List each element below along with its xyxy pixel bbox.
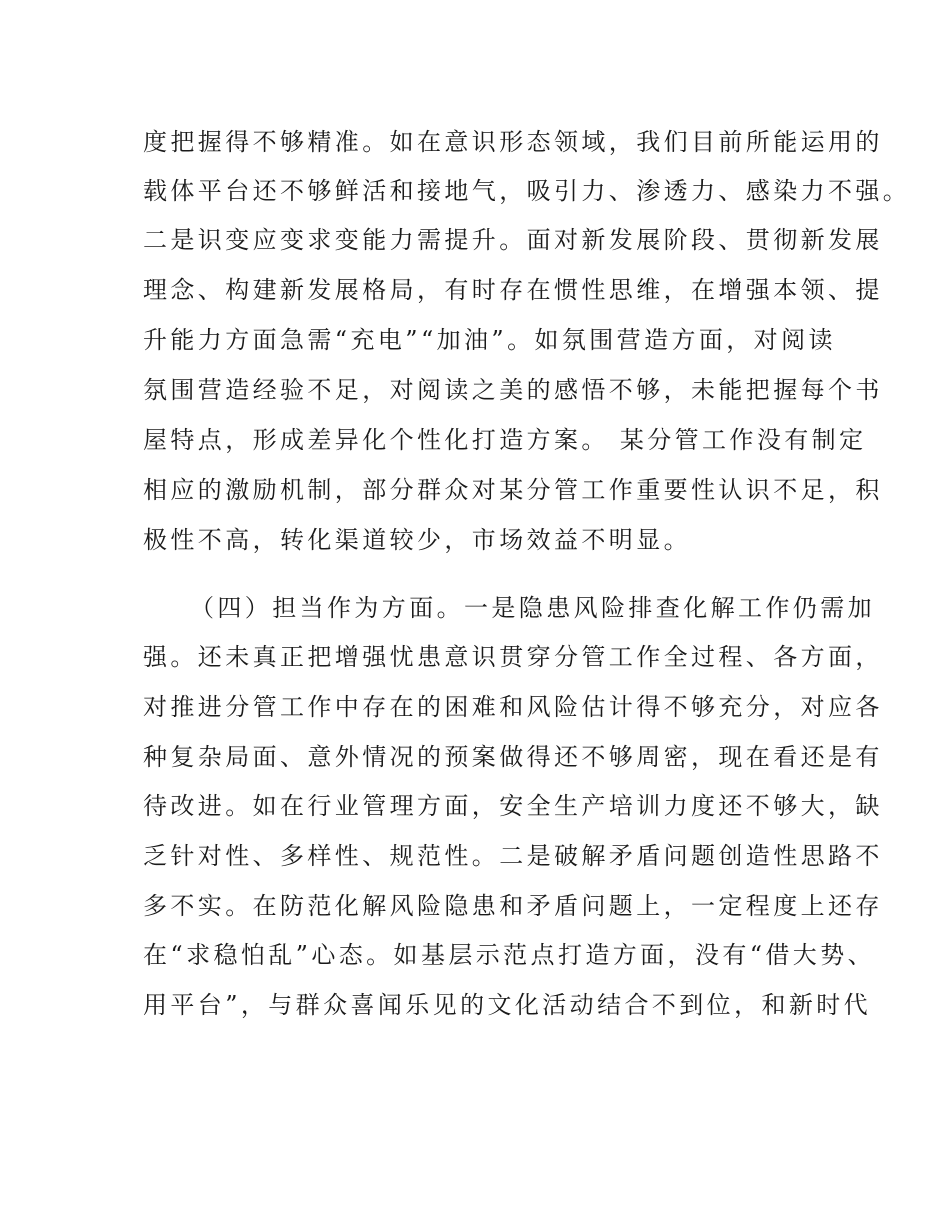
text-line: 相应的激励机制，部分群众对某分管工作重要性认识不足，积 — [143, 476, 883, 504]
text-line: 用平台”，与群众喜闻乐见的文化活动结合不到位，和新时代 — [143, 991, 872, 1019]
text-line: 乏针对性、多样性、规范性。二是破解矛盾问题创造性思路不 — [143, 842, 883, 870]
text-line: 多不实。在防范化解风险隐患和矛盾问题上，一定程度上还存 — [143, 892, 883, 920]
text-line: 种复杂局面、意外情况的预案做得还不够周密，现在看还是有 — [143, 743, 883, 771]
text-line: 屋特点，形成差异化个性化打造方案。 某分管工作没有制定 — [143, 426, 867, 454]
text-line: 在“求稳怕乱”心态。如基层示范点打造方面，没有“借大势、 — [143, 941, 876, 969]
text-line: 度把握得不够精准。如在意识形态领域，我们目前所能运用的 — [143, 128, 883, 156]
section-heading-line: （四）担当作为方面。一是隐患风险排查化解工作仍需加 — [190, 594, 875, 622]
text-line: 极性不高，转化渠道较少，市场效益不明显。 — [143, 526, 691, 554]
text-line: 对推进分管工作中存在的困难和风险估计得不够充分，对应各 — [143, 693, 883, 721]
text-line: 理念、构建新发展格局，有时存在惯性思维，在增强本领、提 — [143, 276, 883, 304]
text-line: 待改进。如在行业管理方面，安全生产培训力度还不够大，缺 — [143, 792, 883, 820]
text-line: 氛围营造经验不足，对阅读之美的感悟不够，未能把握每个书 — [143, 376, 883, 404]
text-line: 强。还未真正把增强忧患意识贯穿分管工作全过程、各方面， — [143, 643, 883, 671]
text-line: 载体平台还不够鲜活和接地气，吸引力、渗透力、感染力不强。 — [143, 177, 911, 205]
text-line: 二是识变应变求变能力需提升。面对新发展阶段、贯彻新发展 — [143, 226, 883, 254]
text-line: 升能力方面急需“充电”“加油”。如氛围营造方面，对阅读 — [143, 326, 836, 354]
